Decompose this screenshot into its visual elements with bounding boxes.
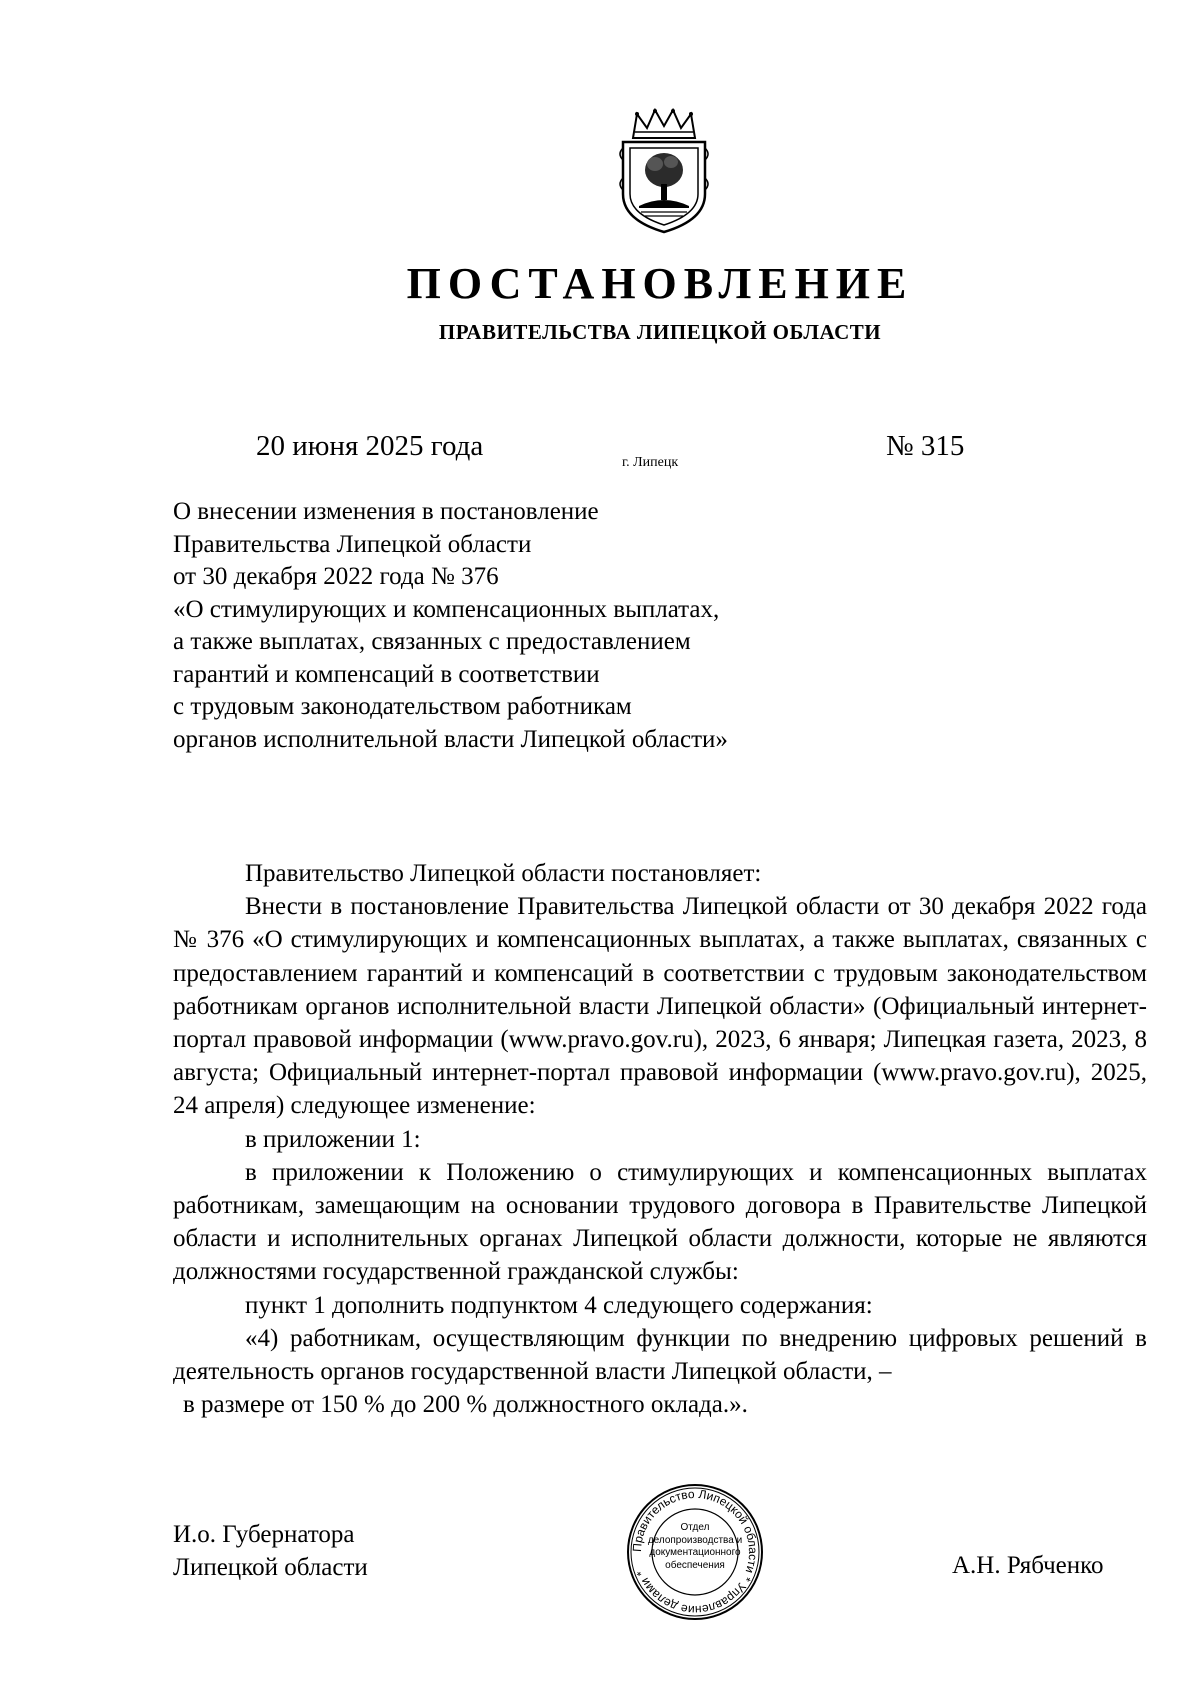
signatory-position bbox=[173, 1518, 368, 1584]
body-paragraph: в размере от 150 % до 200 % должностного оклада.». bbox=[183, 1391, 748, 1419]
document-title bbox=[173, 496, 728, 756]
body-paragraph: Внести в постановление Правительства Липецкой области от 30 декабря 2022 года № 376 «О стимулирующих и компенсационных выплатах, а также выплатах, связанных с предоставлением гарантий и компенсаций в соответствии с трудовым законодательством работникам органов исполнительной власти Липецкой области» (Официальный интернет-портал правовой информации (www.pravo.gov.ru), 2023, 6 января; Липецкая газета, 2023, 8 августа; Официальный интернет-портал правовой информации (www.pravo.gov.ru), 2025, 24 апреля) следующее изменение: bbox=[173, 893, 1147, 1120]
document-date: 20 июня 2025 года bbox=[256, 430, 484, 462]
body-paragraph: пункт 1 дополнить подпунктом 4 следующего содержания: bbox=[245, 1291, 873, 1319]
title-line: О внесении изменения в постановление bbox=[173, 498, 599, 525]
body-paragraph: в приложении к Положению о стимулирующих и компенсационных выплатах работникам, замещающим на основании трудового договора в Правительстве Липецкой области и исполнительных органах Липецкой области должности, которые не являются должностями государственной гражданской службы: bbox=[173, 1158, 1147, 1286]
title-line: «О стимулирующих и компенсационных выплатах, bbox=[173, 595, 720, 623]
seal-center-line: делопроизводства и bbox=[647, 1534, 743, 1546]
document-city: г. Липецк bbox=[622, 455, 679, 470]
seal-center-line: обеспечения bbox=[665, 1559, 725, 1571]
document-type: ПОСТАНОВЛЕНИЕ bbox=[406, 259, 914, 308]
seal-ring-text: Правительство Липецкой области * Управление делами * bbox=[629, 1486, 761, 1618]
signatory-name: А.Н. Рябченко bbox=[952, 1552, 1104, 1579]
body-paragraph: «4) работникам, осуществляющим функции по внедрению цифровых решений в деятельность органов государственной власти Липецкой области, – bbox=[173, 1324, 1147, 1386]
seal-center-line: Отдел bbox=[680, 1522, 710, 1533]
lipetsk-coat-of-arms-icon bbox=[615, 108, 713, 236]
seal-center-line: документационного bbox=[649, 1547, 741, 1558]
issuing-authority: ПРАВИТЕЛЬСТВА ЛИПЕЦКОЙ ОБЛАСТИ bbox=[438, 320, 882, 344]
title-line: органов исполнительной власти Липецкой области» bbox=[173, 725, 728, 753]
document-body bbox=[173, 857, 1147, 1421]
title-line: гарантий и компенсаций в соответствии bbox=[173, 660, 600, 688]
document-number: № 315 bbox=[886, 430, 965, 462]
title-line: с трудовым законодательством работникам bbox=[173, 693, 632, 720]
seal-center-text bbox=[625, 1522, 765, 1572]
signatory-position-line: Липецкой области bbox=[173, 1554, 368, 1581]
title-line: Правительства Липецкой области bbox=[173, 530, 532, 558]
body-paragraph: в приложении 1: bbox=[245, 1125, 421, 1153]
title-line: а также выплатах, связанных с предоставлением bbox=[173, 628, 691, 655]
signatory-position-line: И.о. Губернатора bbox=[173, 1521, 355, 1548]
title-line: от 30 декабря 2022 года № 376 bbox=[173, 563, 499, 590]
official-seal bbox=[625, 1482, 765, 1622]
body-paragraph: Правительство Липецкой области постановляет: bbox=[245, 860, 762, 887]
